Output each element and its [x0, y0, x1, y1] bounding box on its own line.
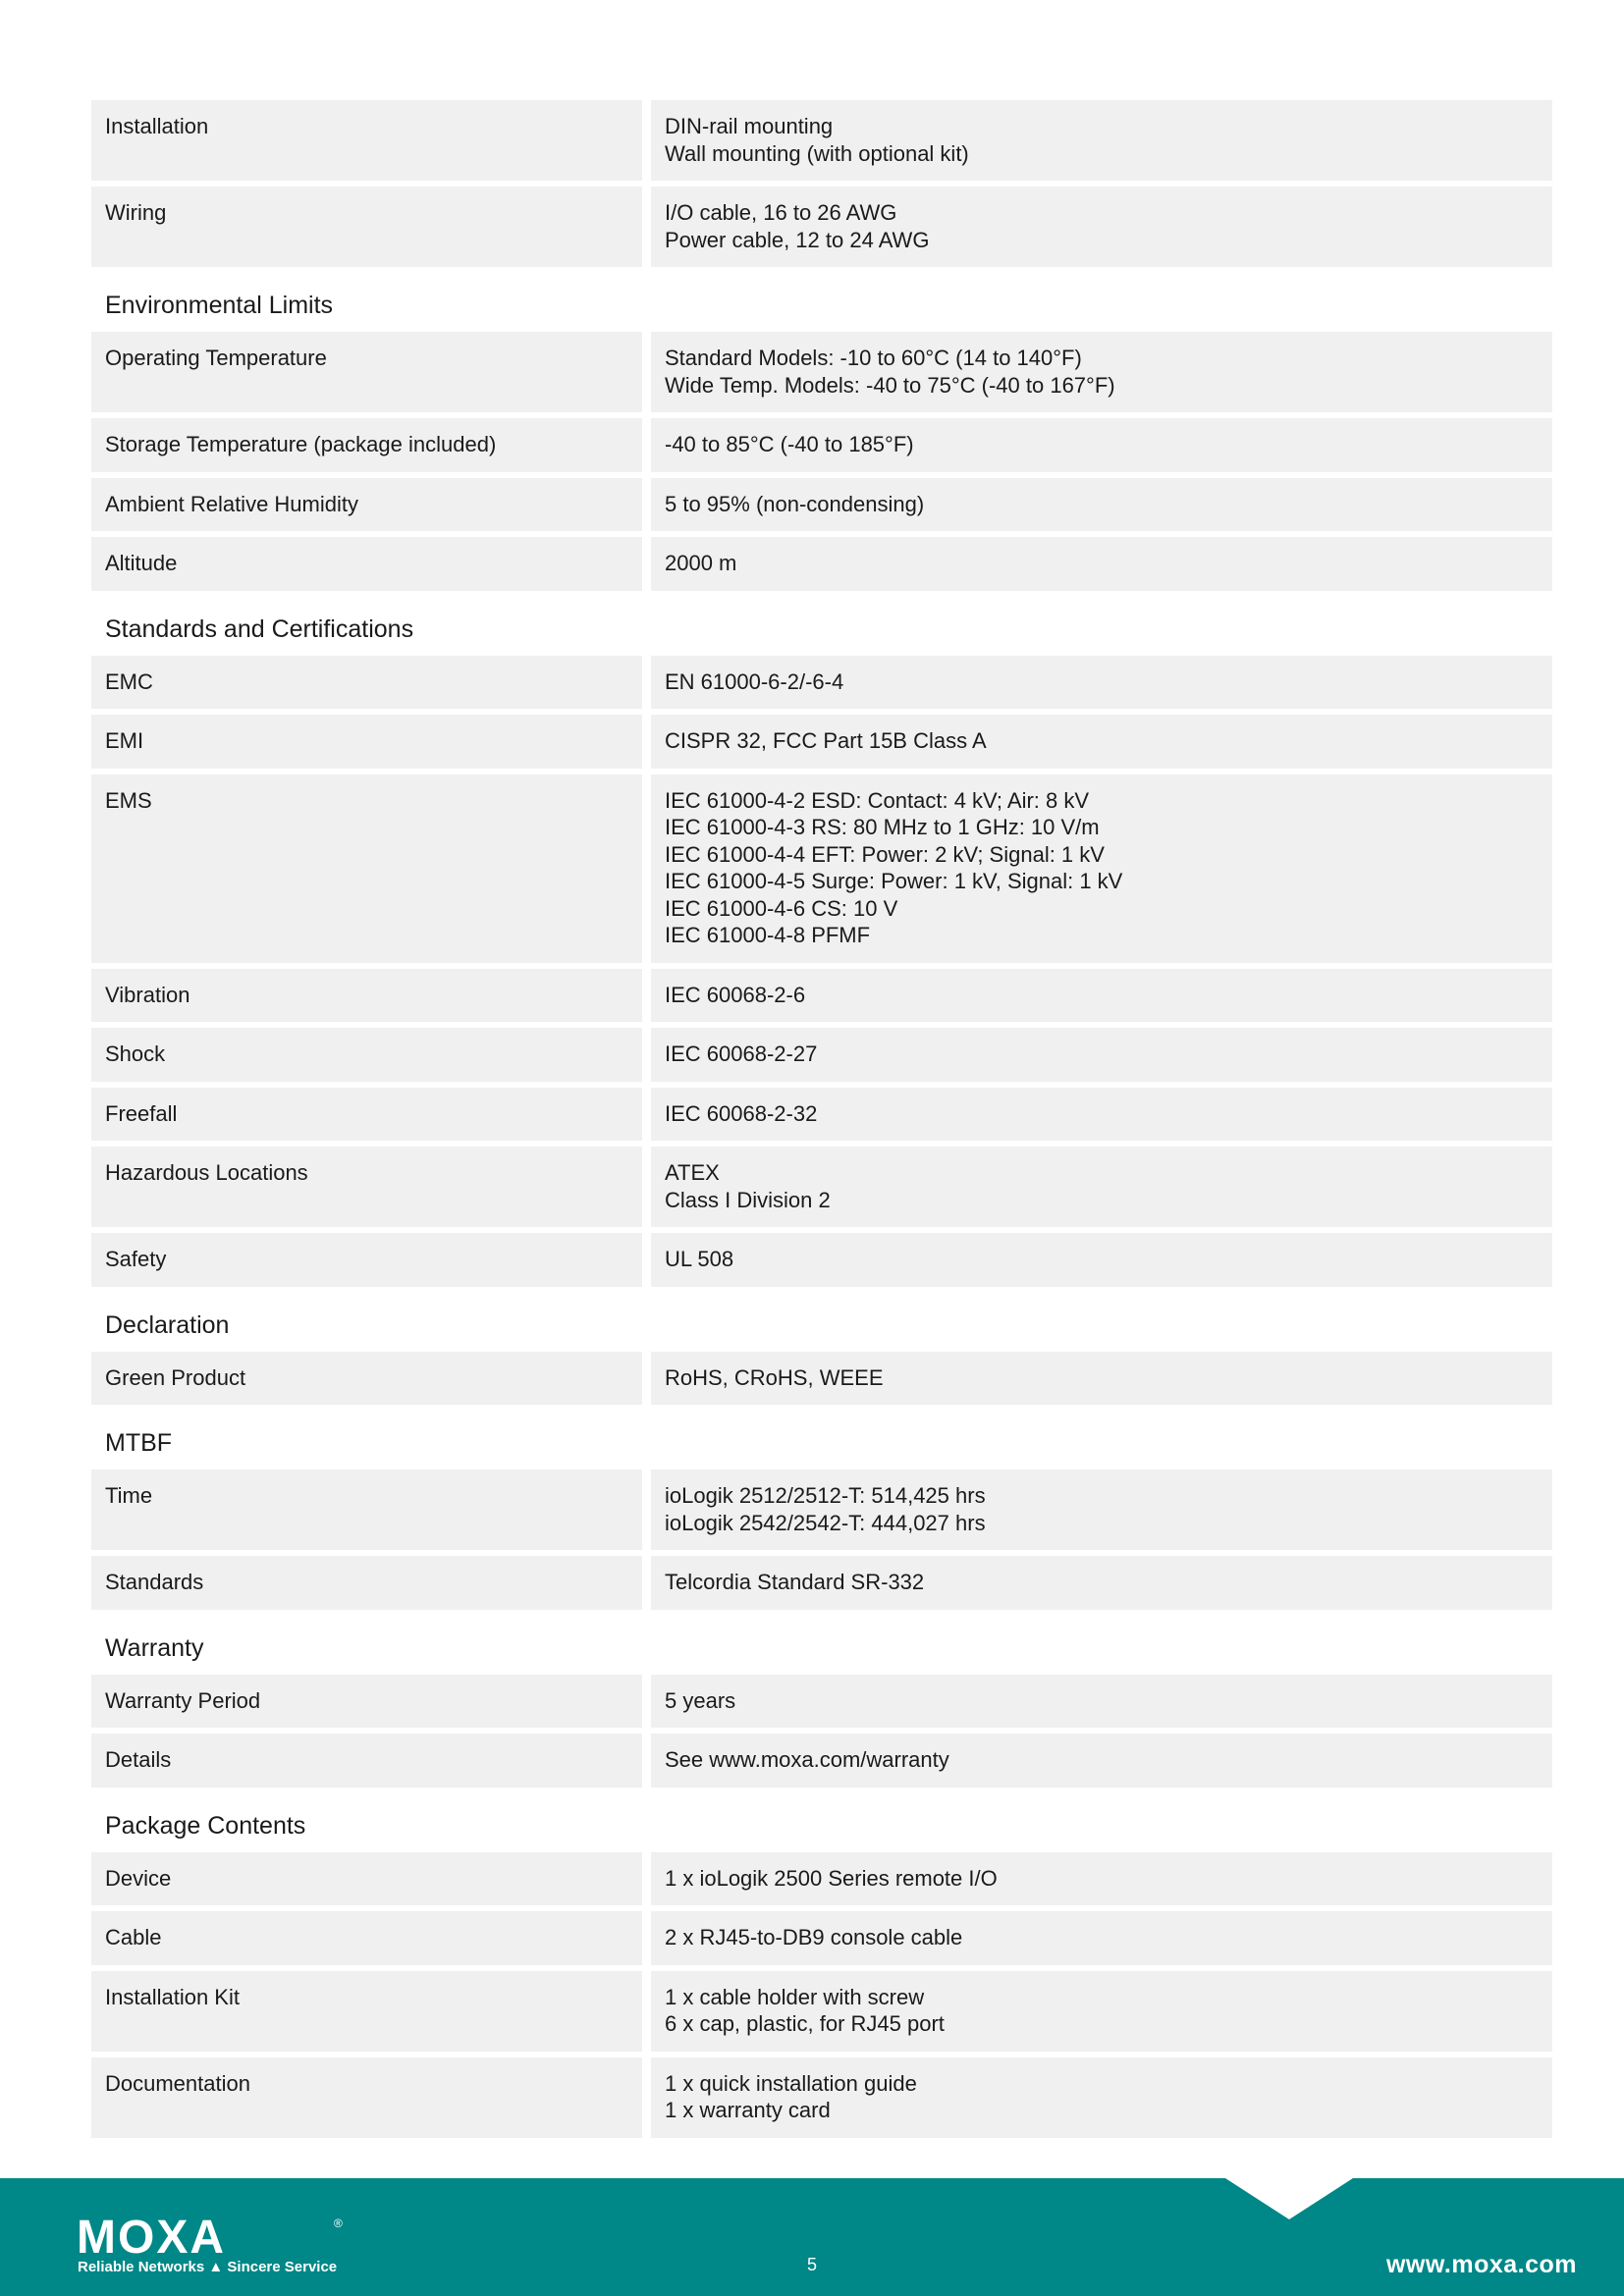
spec-row [91, 478, 1552, 532]
section-title: Declaration [105, 1310, 230, 1339]
spec-value-line: 2000 m [665, 551, 737, 575]
spec-label: Time [91, 1469, 642, 1550]
spec-label: Shock [91, 1028, 642, 1082]
spec-value-line: Wall mounting (with optional kit) [665, 140, 969, 166]
spec-value-line: IEC 61000-4-4 EFT: Power: 2 kV; Signal: 1 kV [665, 841, 1105, 867]
spec-value [651, 478, 1552, 532]
spec-value-line: IEC 61000-4-5 Surge: Power: 1 kV, Signal: 1 kV [665, 869, 1123, 893]
spec-row [91, 656, 1552, 710]
spec-label: Wiring [91, 187, 642, 267]
spec-value [651, 100, 1552, 181]
section-title: Package Contents [105, 1811, 306, 1840]
page-number: 5 [806, 2255, 817, 2274]
spec-row [91, 2057, 1552, 2138]
spec-label: Hazardous Locations [91, 1147, 642, 1227]
spec-value [651, 1352, 1552, 1406]
spec-label: Altitude [91, 537, 642, 591]
spec-label: Vibration [91, 969, 642, 1023]
spec-label: Installation Kit [91, 1971, 642, 2052]
spec-value [651, 969, 1552, 1023]
spec-row [91, 1675, 1552, 1729]
spec-value-line: Class I Division 2 [665, 1187, 831, 1212]
spec-label: EMS [91, 774, 642, 963]
tagline: Reliable Networks ▲ Sincere Service [78, 2259, 338, 2275]
spec-value-line: -40 to 85°C (-40 to 185°F) [665, 432, 914, 456]
spec-value-line: 6 x cap, plastic, for RJ45 port [665, 2011, 945, 2036]
spec-value-line: EN 61000-6-2/-6-4 [665, 668, 844, 694]
spec-value-line: Power cable, 12 to 24 AWG [665, 227, 930, 252]
spec-value-line: 5 years [665, 1687, 736, 1713]
spec-row [91, 1028, 1552, 1082]
spec-value-line: IEC 60068-2-32 [665, 1100, 818, 1126]
spec-value [651, 1734, 1552, 1788]
spec-value-line: 1 x ioLogik 2500 Series remote I/O [665, 1865, 998, 1891]
spec-row [91, 1088, 1552, 1142]
spec-label: Green Product [91, 1352, 642, 1406]
spec-value [651, 715, 1552, 769]
spec-row [91, 1734, 1552, 1788]
spec-label: EMC [91, 656, 642, 710]
spec-row [91, 537, 1552, 591]
spec-label: Cable [91, 1911, 642, 1965]
spec-row [91, 774, 1552, 963]
spec-row [91, 418, 1552, 472]
spec-value [651, 537, 1552, 591]
spec-value-line: UL 508 [665, 1247, 734, 1271]
spec-value [651, 656, 1552, 710]
spec-value-line: IEC 61000-4-8 PFMF [665, 923, 871, 947]
section-title: Warranty [105, 1633, 204, 1662]
spec-value-line: RoHS, CRoHS, WEEE [665, 1364, 884, 1390]
spec-value-line: Wide Temp. Models: -40 to 75°C (-40 to 167°F) [665, 372, 1115, 398]
spec-row [91, 187, 1552, 267]
spec-value [651, 1852, 1552, 1906]
spec-value-line: Telcordia Standard SR-332 [665, 1570, 925, 1594]
spec-value [651, 1028, 1552, 1082]
footer-notch-shape [1225, 2178, 1353, 2219]
spec-label: Documentation [91, 2057, 642, 2138]
website-link[interactable]: www.moxa.com [1385, 2251, 1577, 2278]
spec-table [91, 100, 1552, 2144]
spec-label: Operating Temperature [91, 332, 642, 412]
page-footer [0, 2178, 1624, 2296]
spec-value-line: 1 x warranty card [665, 2098, 831, 2122]
section-title: Standards and Certifications [105, 614, 414, 643]
spec-value-line: 5 to 95% (non-condensing) [665, 491, 925, 516]
spec-label: Installation [91, 100, 642, 181]
spec-value [651, 187, 1552, 267]
section-title: Environmental Limits [105, 292, 334, 319]
spec-label: Device [91, 1852, 642, 1906]
spec-value-line: CISPR 32, FCC Part 15B Class A [665, 728, 987, 753]
spec-row [91, 1971, 1552, 2052]
spec-label: Storage Temperature (package included) [91, 418, 642, 472]
logo-registered-mark: ® [334, 2216, 343, 2230]
spec-value [651, 2057, 1552, 2138]
spec-value-line: IEC 60068-2-27 [665, 1041, 818, 1066]
spec-value [651, 774, 1552, 963]
spec-value-line: 2 x RJ45-to-DB9 console cable [665, 1925, 963, 1949]
spec-value-line: IEC 61000-4-3 RS: 80 MHz to 1 GHz: 10 V/m [665, 815, 1100, 839]
spec-row [91, 1852, 1552, 1906]
spec-value-line: Standard Models: -10 to 60°C (14 to 140°F) [665, 346, 1082, 370]
spec-row [91, 332, 1552, 412]
spec-value [651, 1556, 1552, 1610]
spec-value-line: ioLogik 2512/2512-T: 514,425 hrs [665, 1483, 986, 1508]
spec-label: Standards [91, 1556, 642, 1610]
spec-value-line: IEC 61000-4-2 ESD: Contact: 4 kV; Air: 8 kV [665, 787, 1090, 813]
spec-value [651, 418, 1552, 472]
spec-row [91, 1352, 1552, 1406]
logo-text: MOXA [77, 2212, 226, 2264]
spec-value-line: See www.moxa.com/warranty [665, 1747, 949, 1772]
spec-label: Details [91, 1734, 642, 1788]
spec-value [651, 1088, 1552, 1142]
spec-value-line: I/O cable, 16 to 26 AWG [665, 200, 897, 225]
spec-row [91, 1469, 1552, 1550]
section-title: MTBF [105, 1429, 173, 1457]
spec-row [91, 969, 1552, 1023]
spec-label: Warranty Period [91, 1675, 642, 1729]
spec-label: EMI [91, 715, 642, 769]
spec-value [651, 1911, 1552, 1965]
spec-value [651, 1675, 1552, 1729]
spec-row [91, 1233, 1552, 1287]
spec-value-line: IEC 60068-2-6 [665, 982, 806, 1007]
spec-value-line: ATEX [665, 1160, 720, 1185]
spec-value [651, 1469, 1552, 1550]
spec-value-line: ioLogik 2542/2542-T: 444,027 hrs [665, 1510, 986, 1535]
spec-value-line: 1 x cable holder with screw [665, 1984, 925, 2009]
spec-label: Ambient Relative Humidity [91, 478, 642, 532]
spec-value-line: DIN-rail mounting [665, 114, 834, 138]
spec-value [651, 1971, 1552, 2052]
spec-label: Freefall [91, 1088, 642, 1142]
spec-row [91, 1147, 1552, 1227]
spec-value [651, 1233, 1552, 1287]
spec-value [651, 332, 1552, 412]
spec-label: Safety [91, 1233, 642, 1287]
spec-row [91, 100, 1552, 181]
spec-value-line: 1 x quick installation guide [665, 2070, 917, 2096]
spec-row [91, 715, 1552, 769]
spec-row [91, 1911, 1552, 1965]
spec-value-line: IEC 61000-4-6 CS: 10 V [665, 895, 898, 921]
spec-row [91, 1556, 1552, 1610]
spec-value [651, 1147, 1552, 1227]
